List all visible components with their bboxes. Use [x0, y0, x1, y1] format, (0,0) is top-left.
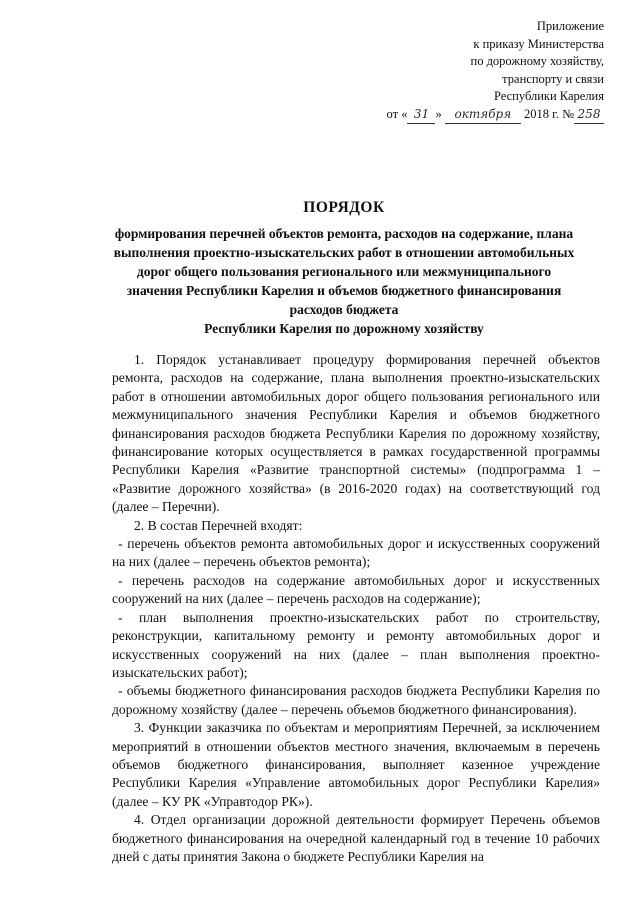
subtitle-line: формирования перечней объектов ремонта, расходов на содержание, плана	[114, 226, 574, 241]
appendix-line: по дорожному хозяйству,	[470, 54, 604, 68]
document-title: ПОРЯДОК	[303, 199, 385, 216]
paragraph: 1. Порядок устанавливает процедуру формирования перечней объектов ремонта, расходов на содержание, плана выполнения проектно-изыскательских работ в отношении автомобильных дорог общего пользования регионального или межмуниципального значения Республики Карелия и объемов бюджетного финансирования расходов бюджета Республики Карелия по дорожному хозяйству, финансирование которых осуществляется в рамках государственной программы Республики Карелия «Развитие транспортной системы» (подпрограмма 1 – «Развитие дорожного хозяйства» (в 2016-2020 годах) на соответствующий год (далее – Перечни).	[112, 352, 600, 515]
paragraph: 3. Функции заказчика по объектам и мероприятиям Перечней, за исключением мероприятий в отношении объектов местного значения, включаемым в перечень объемов бюджетного финансирования, выполняет казенное учреждение Республики Карелия «Управление автомобильных дорог Республики Карелия» (далее – КУ РК «Управтодор РК»).	[112, 720, 600, 809]
document-title-block	[70, 198, 618, 338]
order-date-line	[387, 106, 604, 125]
subtitle-line: значения Республики Карелия и объемов бюджетного финансирования	[126, 283, 562, 298]
paragraph: 2. В состав Перечней входят:	[134, 517, 303, 533]
list-item: - объемы бюджетного финансирования расходов бюджета Республики Карелия по дорожному хозяйству (далее – перечень объемов бюджетного финансирования).	[112, 683, 600, 717]
subtitle-line: Республики Карелия по дорожному хозяйству	[204, 321, 484, 336]
date-prefix: от «	[386, 106, 408, 121]
date-mid: »	[435, 106, 442, 121]
list-item: - план выполнения проектно-изыскательских работ по строительству, реконструкции, капитальному ремонту и ремонту автомобильных дорог и искусственных сооружений на них (далее – план выполнения проектно-изыскательских работ);	[112, 609, 600, 680]
subtitle-line: выполнения проектно-изыскательских работ в отношении автомобильных	[113, 245, 575, 260]
list-item: - перечень расходов на содержание автомобильных дорог и искусственных сооружений на них (далее – перечень расходов на содержание);	[112, 572, 600, 607]
appendix-line: к приказу Министерства	[473, 36, 604, 51]
handwritten-day: 31	[407, 106, 435, 125]
subtitle-line: дорог общего пользования регионального или межмуниципального	[136, 264, 552, 279]
handwritten-order-number: 258	[574, 106, 604, 125]
subtitle-line: расходов бюджета	[289, 302, 399, 317]
list-item: - перечень объектов ремонта автомобильных дорог и искусственных сооружений на них (далее – перечень объектов ремонта);	[112, 536, 600, 570]
date-year: 2018 г.	[523, 106, 559, 121]
appendix-line: транспорту и связи	[502, 71, 604, 86]
handwritten-month: октября	[445, 106, 521, 125]
appendix-header	[387, 18, 604, 124]
paragraph: 4. Отдел организации дорожной деятельности формирует Перечень объемов бюджетного финансирования на очередной календарный год в течение 10 рабочих дней с даты принятия Закона о бюджете Республики Карелия на	[112, 812, 600, 864]
number-prefix: №	[562, 106, 574, 121]
appendix-line: Республики Карелия	[493, 89, 604, 103]
appendix-line: Приложение	[536, 19, 604, 33]
document-body	[112, 351, 600, 866]
